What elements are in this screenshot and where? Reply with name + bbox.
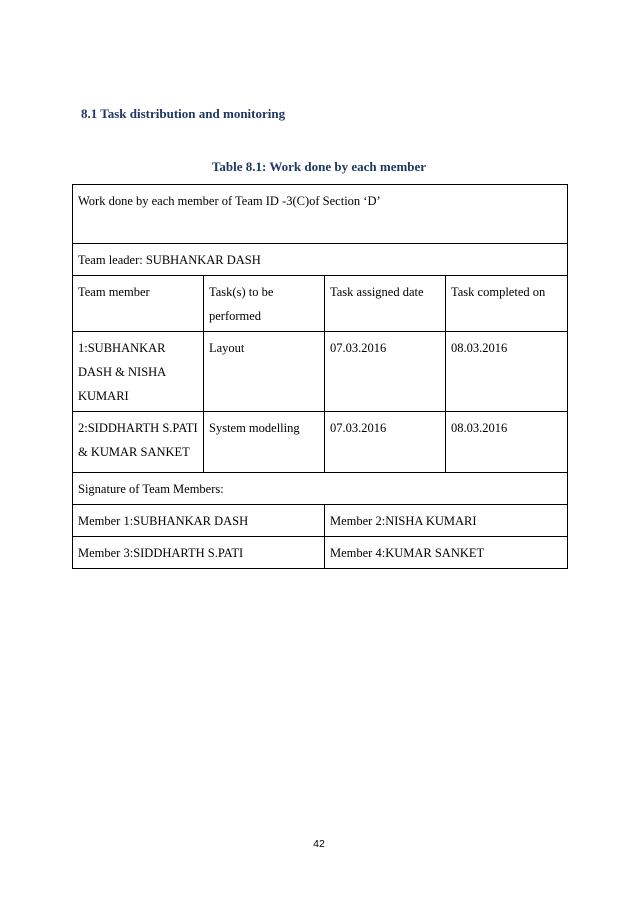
signature-label-cell: Signature of Team Members: — [73, 473, 568, 505]
signature-cell: Member 3:SIDDHARTH S.PATI — [73, 537, 325, 569]
table-cell: 2:SIDDHARTH S.PATI & KUMAR SANKET — [73, 412, 204, 473]
table-cell: 08.03.2016 — [446, 332, 568, 412]
table-cell: 07.03.2016 — [325, 412, 446, 473]
header-cell: Task assigned date — [325, 276, 446, 332]
work-done-table — [72, 184, 568, 569]
table-intro-cell: Work done by each member of Team ID -3(C)of Section ‘D’ — [73, 185, 568, 244]
table-header-row — [73, 276, 568, 332]
table-row — [73, 332, 568, 412]
page-number: 42 — [313, 838, 325, 850]
table-row — [73, 505, 568, 537]
section-heading: 8.1 Task distribution and monitoring — [81, 106, 286, 121]
table-cell: Layout — [204, 332, 325, 412]
table-cell: 07.03.2016 — [325, 332, 446, 412]
team-leader-cell: Team leader: SUBHANKAR DASH — [73, 244, 568, 276]
header-cell: Team member — [73, 276, 204, 332]
table-row — [73, 244, 568, 276]
table-row — [73, 185, 568, 244]
table-cell: System modelling — [204, 412, 325, 473]
table-cell: 1:SUBHANKAR DASH & NISHA KUMARI — [73, 332, 204, 412]
table-caption: Table 8.1: Work done by each member — [211, 159, 427, 174]
table-row — [73, 537, 568, 569]
signature-cell: Member 4:KUMAR SANKET — [325, 537, 568, 569]
header-cell: Task(s) to be performed — [204, 276, 325, 332]
table-row — [73, 412, 568, 473]
table-cell: 08.03.2016 — [446, 412, 568, 473]
table-row — [73, 473, 568, 505]
signature-cell: Member 1:SUBHANKAR DASH — [73, 505, 325, 537]
signature-cell: Member 2:NISHA KUMARI — [325, 505, 568, 537]
header-cell: Task completed on — [446, 276, 568, 332]
